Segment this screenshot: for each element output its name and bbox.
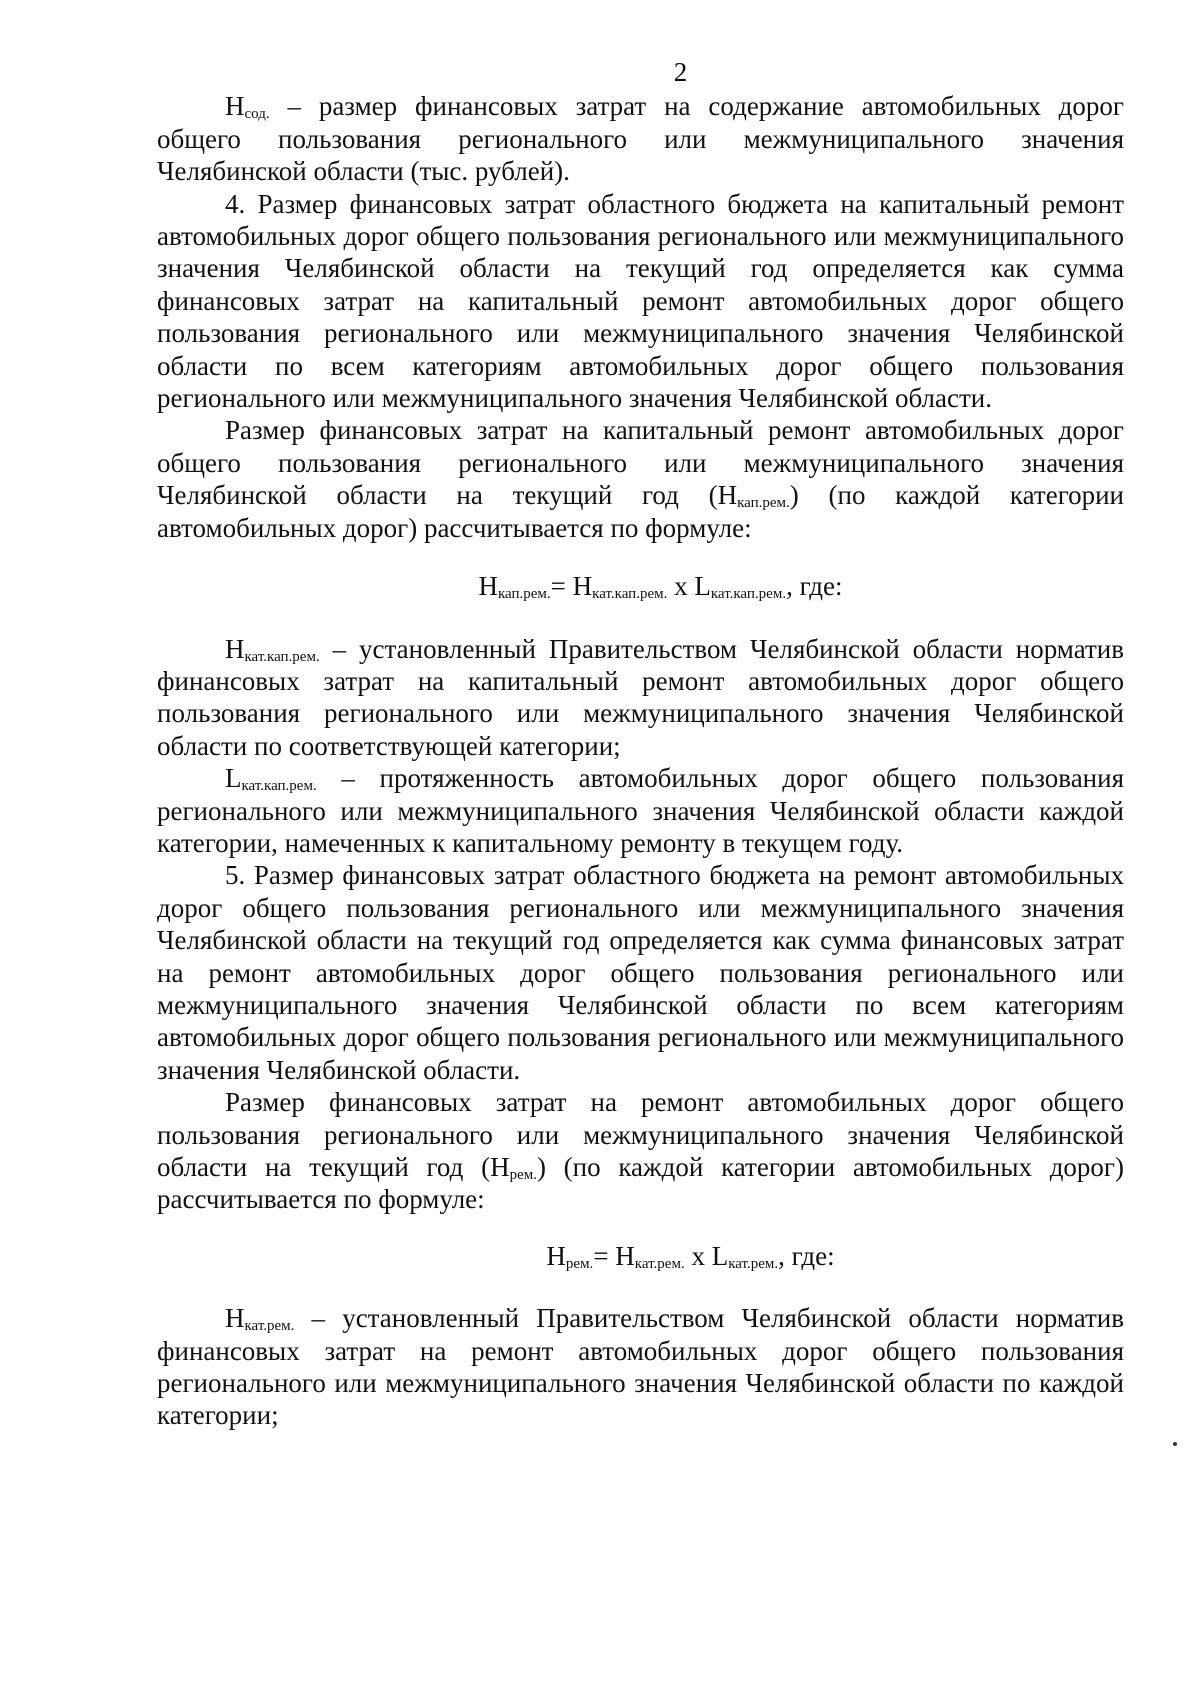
paragraph-text-before: Размер финансовых затрат на ремонт автомобильных дорог общего пользования регионального или межмуниципального значения Челябинской области на текущий год (Н <box>157 1087 1124 1182</box>
formula-subscript: кат.кап.рем. <box>710 586 787 603</box>
symbol: Н <box>225 1303 245 1334</box>
page-number: 2 <box>673 57 688 87</box>
paragraph-repair-intro <box>157 1086 1124 1216</box>
formula-term: Н <box>572 571 593 602</box>
symbol-subscript: рем. <box>509 1167 537 1183</box>
symbol: L <box>225 763 242 794</box>
paragraph-capital-repair-intro <box>157 414 1124 544</box>
formula-term: L <box>694 571 711 602</box>
paragraph-nkatrem-definition <box>157 1302 1124 1432</box>
formula-tail: , где: <box>778 1240 835 1271</box>
formula-term: Н <box>615 1240 635 1271</box>
formula-subscript: рем. <box>565 1255 594 1272</box>
formula-operator: х <box>684 1240 712 1271</box>
symbol: Н <box>225 91 245 122</box>
formula-operator: = <box>550 571 573 602</box>
formula-operator: = <box>593 1240 616 1271</box>
formula-subscript: кап.рем. <box>497 586 551 603</box>
symbol-subscript: кат.кап.рем. <box>244 648 320 665</box>
symbol-subscript: кат.кап.рем. <box>241 778 317 795</box>
formula-operator: х <box>667 571 695 602</box>
scan-speck-dot <box>1173 1442 1177 1446</box>
symbol-subscript: кат.рем. <box>244 1318 295 1335</box>
paragraph-lkatkaprem-definition <box>157 762 1124 859</box>
paragraph-item-4: 4. Размер финансовых затрат областного бюджета на капитальный ремонт автомобильных дорог общего пользования регионального или межмуниципального значения Челябинской области на текущий год определяется как сумма финансовых затрат на капитальный ремонт автомобильных дорог общего пользования регионального или межмуниципального значения Челябинской области по всем категориям автомобильных дорог общего пользования регионального или межмуниципального значения Челябинской области. <box>157 188 1124 414</box>
paragraph-nkatkaprem-definition <box>157 633 1124 763</box>
paragraph-text-before: Размер финансовых затрат на капитальный ремонт автомобильных дорог общего пользования регионального или межмуниципального значения Челябинской области на текущий год (Н <box>157 415 1124 511</box>
symbol-subscript: сод. <box>244 106 270 123</box>
formula-repair <box>157 1240 1124 1272</box>
definition-text: – размер финансовых затрат на содержание автомобильных дорог общего пользования регионального или межмуниципального значения Челябинской области (тыс. рублей). <box>157 91 1124 187</box>
paragraph-item-5: 5. Размер финансовых затрат областного бюджета на ремонт автомобильных дорог общего пользования регионального или межмуниципального значения Челябинской области на текущий год определяется как сумма финансовых затрат на ремонт автомобильных дорог общего пользования регионального или межмуниципального значения Челябинской области по всем категориям автомобильных дорог общего пользования регионального или межмуниципального значения Челябинской области. <box>157 860 1124 1085</box>
formula-term: L <box>711 1240 729 1271</box>
paragraph-text-after: ) (по каждой категории автомобильных дорог) рассчитывается по формуле: <box>157 1152 1124 1215</box>
symbol: Н <box>225 633 245 664</box>
formula-subscript: кат.рем. <box>728 1255 779 1272</box>
definition-text: – установленный Правительством Челябинской области норматив финансовых затрат на капитальный ремонт автомобильных дорог общего пользования регионального или межмуниципального значения Челябинской области по соответствующей категории; <box>157 633 1124 761</box>
definition-text: – протяженность автомобильных дорог общего пользования регионального или межмуниципального значения Челябинской области каждой категории, намеченных к капитальному ремонту в текущем году. <box>157 763 1124 858</box>
formula-capital-repair <box>157 570 1124 602</box>
paragraph-text-after: ) (по каждой категории автомобильных дорог) рассчитывается по формуле: <box>157 480 1124 543</box>
definition-text: – установленный Правительством Челябинской области норматив финансовых затрат на ремонт автомобильных дорог общего пользования регионального или межмуниципального значения Челябинской области по каждой категории; <box>157 1303 1124 1431</box>
symbol-subscript: кап.рем. <box>737 495 790 512</box>
formula-term: Н <box>546 1240 566 1271</box>
formula-subscript: кат.рем. <box>634 1255 685 1272</box>
formula-subscript: кат.кап.рем. <box>592 586 668 603</box>
formula-term: Н <box>478 571 498 602</box>
paragraph-nsod-definition <box>157 90 1124 187</box>
formula-tail: , где: <box>786 571 843 602</box>
